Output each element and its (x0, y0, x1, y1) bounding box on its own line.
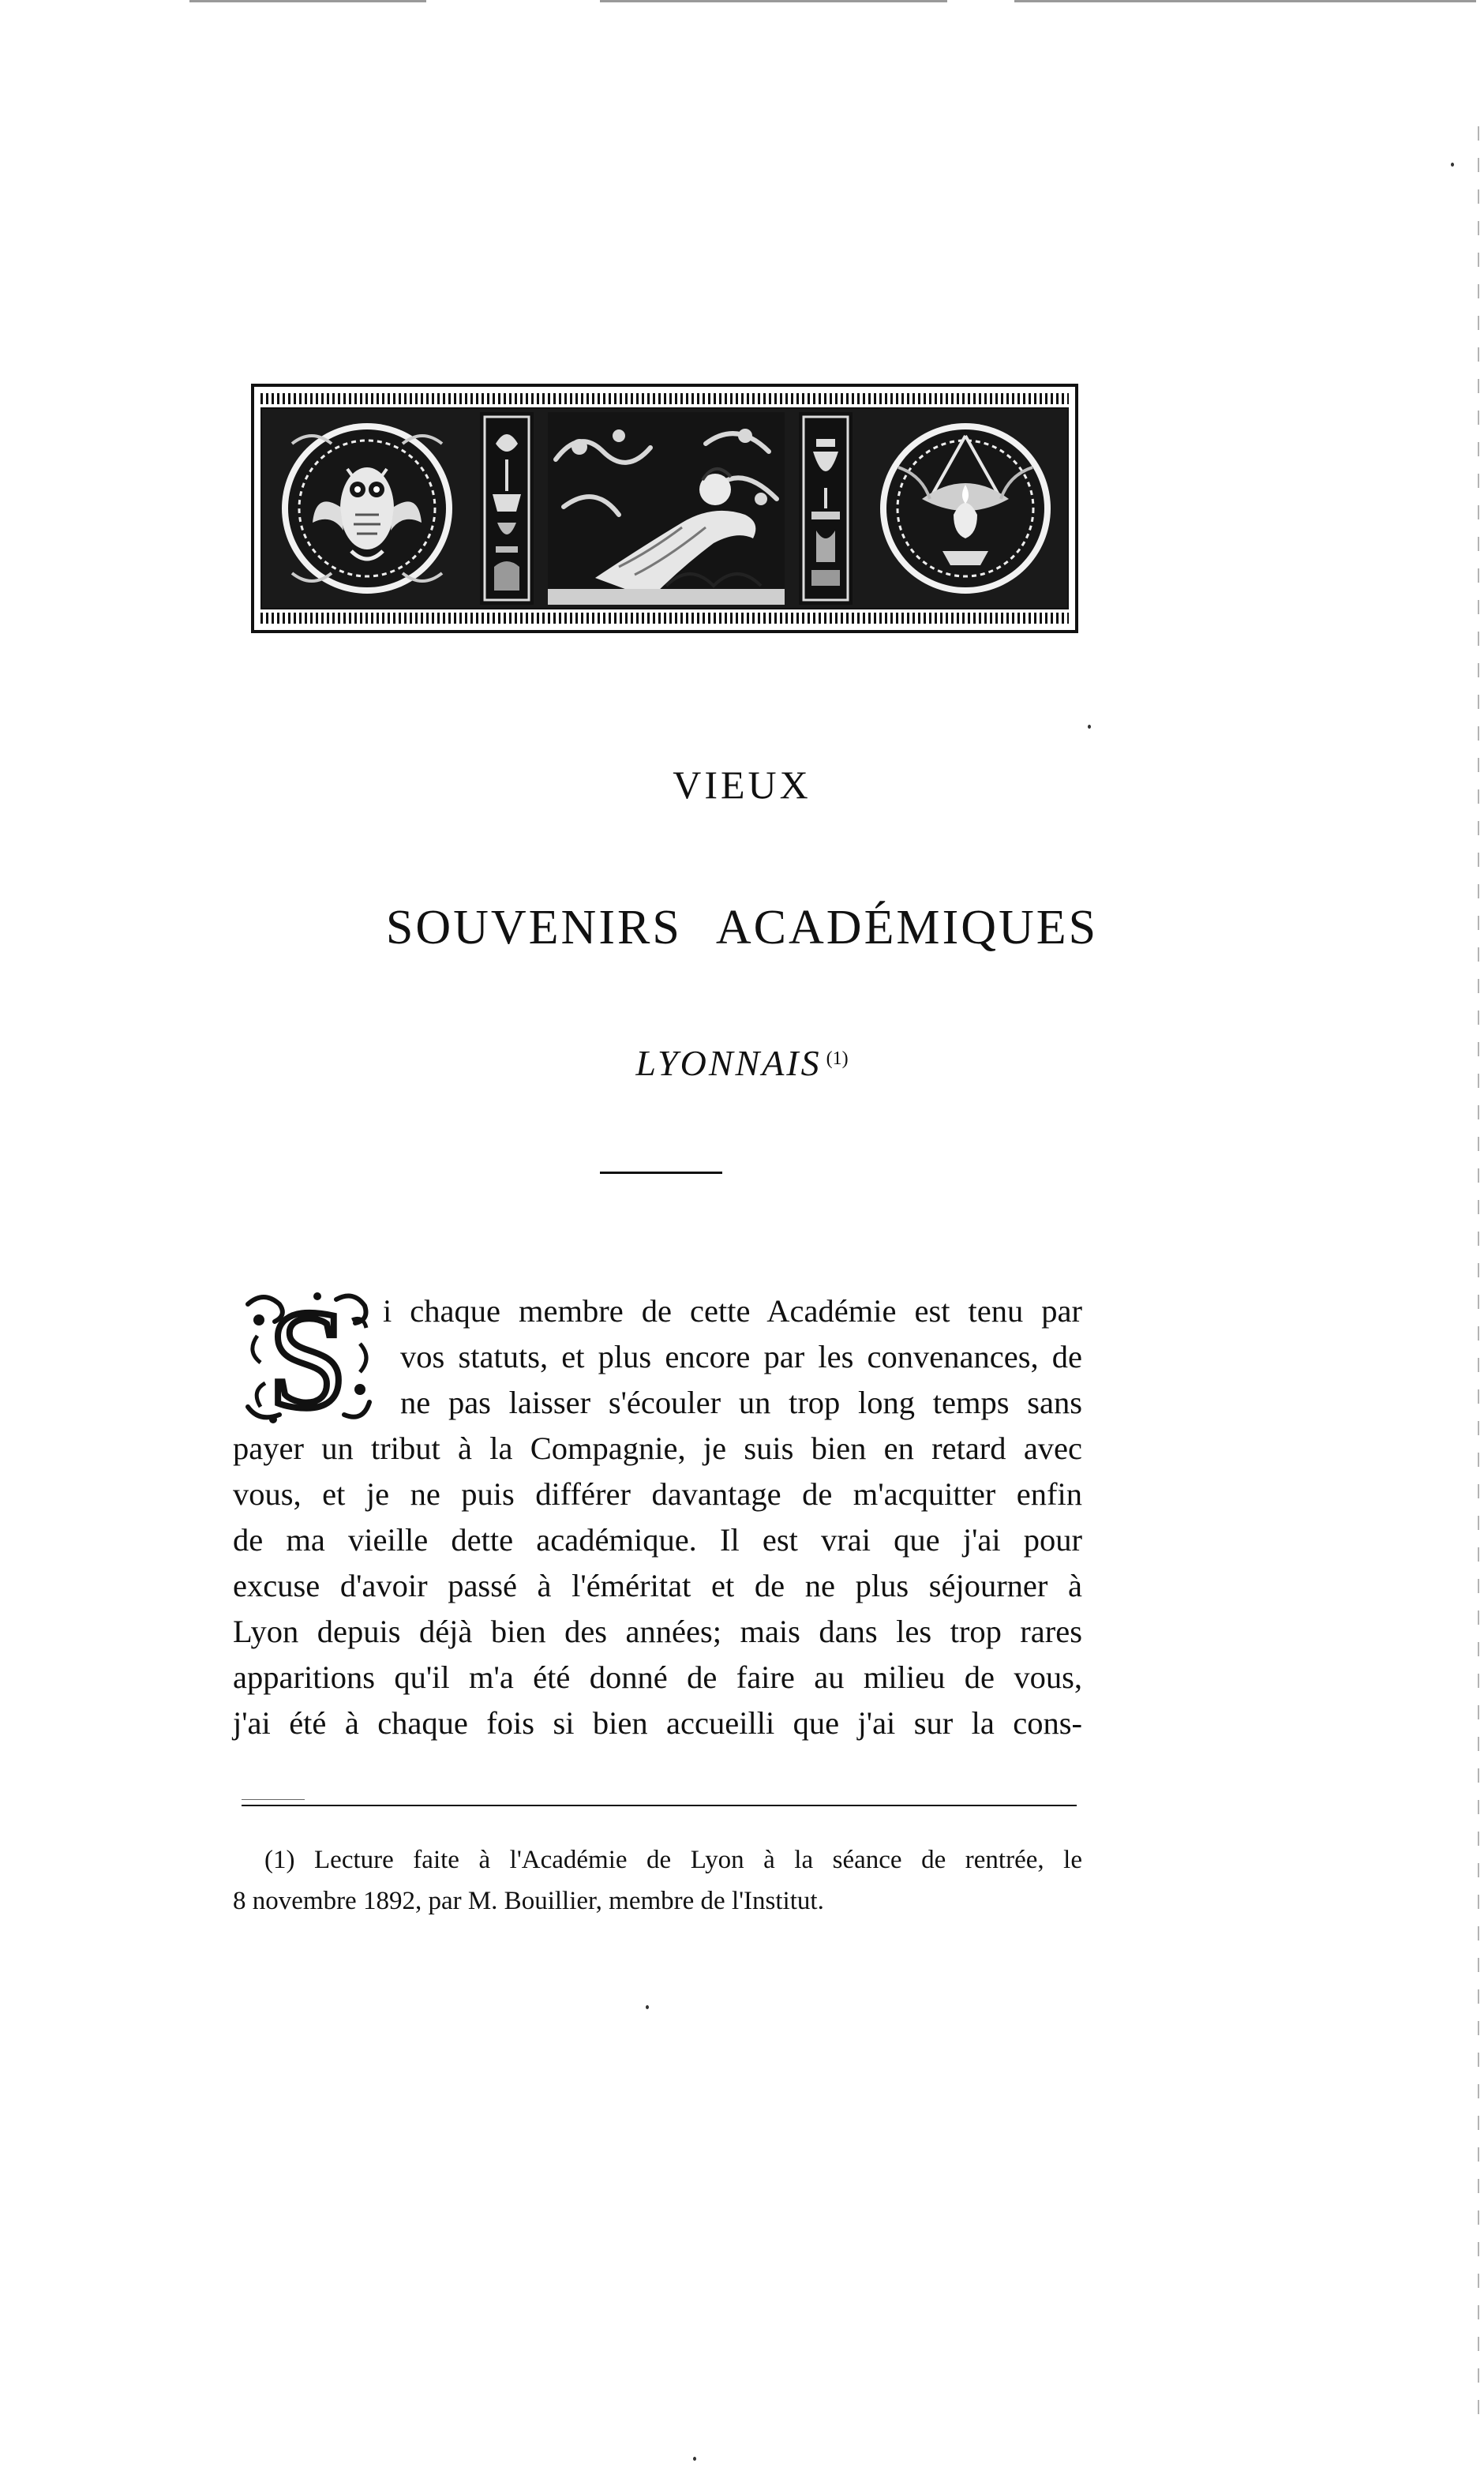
body-line: Lyon depuis déjà bien des années; mais dans les trop rares (233, 1614, 1082, 1649)
body-line: ne pas laisser s'écouler un trop long temps sans (400, 1385, 1082, 1420)
body-line: de ma vieille dette académique. Il est vrai que j'ai pour (233, 1522, 1082, 1558)
body-line: j'ai été à chaque fois si bien accueilli que j'ai sur la cons- (233, 1705, 1082, 1741)
body-text (233, 1288, 1082, 1746)
body-line: vos statuts, et plus encore par les convenances, de (400, 1339, 1082, 1374)
title-rule (600, 1172, 722, 1174)
footnote-rule (242, 1805, 1077, 1806)
subtitle (0, 1042, 1484, 1084)
title-line-2: SOUVENIRS ACADÉMIQUES (385, 901, 1099, 954)
footnote-line: (1) Lecture faite à l'Académie de Lyon à la séance de rentrée, le (264, 1846, 1082, 1874)
title-line-1: VIEUX (673, 763, 811, 807)
footnote (233, 1839, 1082, 1922)
reclining-figure-foliage-icon (548, 409, 785, 608)
body-line: i chaque membre de cette Académie est tenu par (383, 1293, 1082, 1329)
body-line: payer un tribut à la Compagnie, je suis bien en retard avec (233, 1430, 1082, 1466)
scan-edge-rule (600, 0, 947, 2)
ornamental-headpiece (251, 384, 1078, 633)
headpiece-frieze (260, 407, 1069, 609)
body-line: vous, et je ne puis différer davantage de m'acquitter enfin (233, 1476, 1082, 1512)
footnote-ref: (1) (826, 1048, 849, 1069)
scan-speck (1088, 725, 1091, 729)
urn-column-icon (799, 409, 853, 608)
lamp-medallion-icon (867, 409, 1064, 608)
scan-edge-shadow (1478, 126, 1479, 2416)
scan-edge-rule (189, 0, 426, 2)
footnote-line: 8 novembre 1892, par M. Bouillier, membre de l'Institut. (233, 1887, 824, 1915)
scan-speck (1451, 163, 1454, 167)
body-line: apparitions qu'il m'a été donné de faire au milieu de vous, (233, 1659, 1082, 1695)
headpiece-border-band (260, 613, 1069, 624)
owl-medallion-icon (268, 409, 466, 608)
scan-speck (693, 2457, 696, 2461)
dropcap-letter: S (268, 1288, 348, 1427)
scan-edge-rule (1014, 0, 1476, 2)
vase-column-icon (480, 409, 534, 608)
subtitle-text: LYONNAIS (635, 1043, 822, 1083)
headpiece-border-band (260, 393, 1069, 404)
body-line: excuse d'avoir passé à l'éméritat et de ne plus séjourner à (233, 1568, 1082, 1603)
scan-speck (646, 2005, 649, 2009)
footnote-rule-tick (242, 1799, 305, 1800)
